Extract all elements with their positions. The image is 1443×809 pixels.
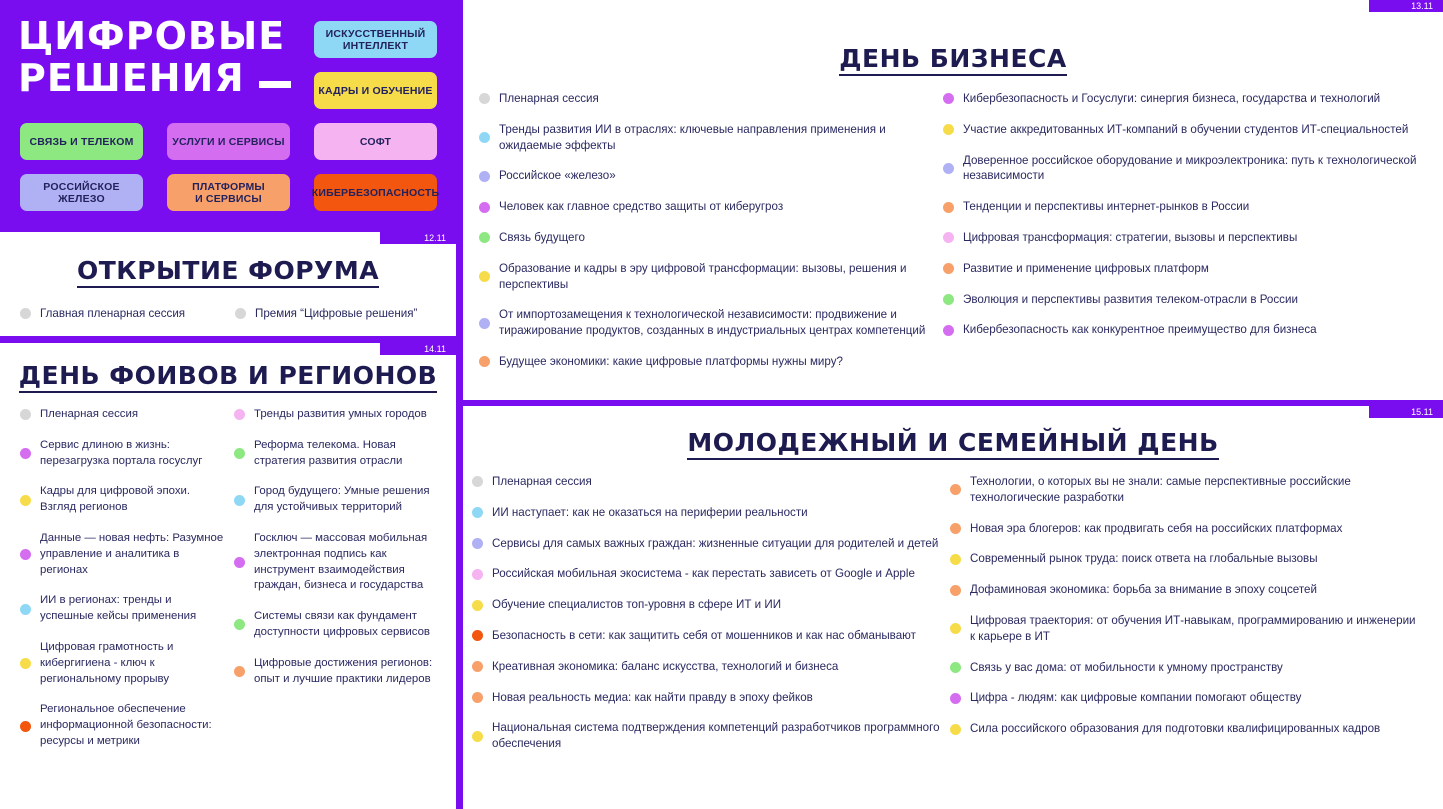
youth-date: 15.11: [1369, 406, 1443, 418]
list-item[interactable]: [950, 521, 1420, 537]
item-text: Тренды развития ИИ в отраслях: ключевые направления применения и ожидаемые эффекты: [499, 122, 886, 152]
item-text: Тренды развития умных городов: [254, 408, 427, 420]
youth-title-text: МОЛОДЕЖНЫЙ И СЕМЕЙНЫЙ ДЕНЬ: [687, 428, 1218, 460]
bullet-dot: [943, 294, 954, 305]
list-item[interactable]: [943, 322, 1423, 338]
bullet-dot: [20, 721, 31, 732]
panel-opening: [0, 232, 456, 336]
bullet-dot: [234, 409, 245, 420]
list-item[interactable]: [950, 582, 1420, 598]
list-item[interactable]: [472, 690, 942, 706]
item-text: Креативная экономика: баланс искусства, технологий и бизнеса: [492, 659, 839, 673]
list-item[interactable]: [234, 531, 436, 594]
list-item[interactable]: [472, 474, 942, 490]
chip-telecom[interactable]: СВЯЗЬ И ТЕЛЕКОМ: [20, 123, 143, 160]
bullet-dot: [234, 666, 245, 677]
list-item[interactable]: [20, 306, 220, 322]
list-item[interactable]: [479, 122, 937, 154]
business-col-right: [943, 91, 1423, 353]
item-text: Современный рынок труда: поиск ответа на глобальные вызовы: [970, 552, 1318, 566]
business-date: 13.11: [1369, 0, 1443, 12]
list-item[interactable]: [234, 484, 436, 516]
list-item[interactable]: [479, 91, 937, 107]
youth-title: [463, 428, 1443, 457]
item-text: Национальная система подтверждения компетенций разработчиков программного обеспечения: [492, 721, 940, 751]
chip-ai[interactable]: ИСКУССТВЕННЫЙ ИНТЕЛЛЕКТ: [314, 21, 437, 58]
chip-cybersecurity[interactable]: КИБЕРБЕЗОПАСНОСТЬ: [314, 174, 437, 211]
list-item[interactable]: [479, 230, 937, 246]
bullet-dot: [943, 325, 954, 336]
item-text: Системы связи как фундамент доступности цифровых сервисов: [254, 610, 430, 638]
item-text: Новая реальность медиа: как найти правду в эпоху фейков: [492, 690, 813, 704]
bullet-dot: [943, 93, 954, 104]
list-item[interactable]: [950, 474, 1420, 506]
chip-services[interactable]: УСЛУГИ И СЕРВИСЫ: [167, 123, 290, 160]
chip-software[interactable]: СОФТ: [314, 123, 437, 160]
item-text: Кибербезопасность как конкурентное преимущество для бизнеса: [963, 323, 1317, 337]
bullet-dot: [234, 448, 245, 459]
item-text: ИИ в регионах: тренды и успешные кейсы применения: [40, 594, 197, 623]
bullet-dot: [479, 318, 490, 329]
bullet-dot: [479, 271, 490, 282]
foiv-col-left: [20, 407, 225, 765]
bullet-dot: [472, 692, 483, 703]
opening-date: 12.11: [380, 232, 456, 244]
item-text: Безопасность в сети: как защитить себя от мошенников и как нас обманывают: [492, 628, 916, 642]
item-text: Дофаминовая экономика: борьба за внимание в эпоху соцсетей: [970, 583, 1317, 597]
item-text: Эволюция и перспективы развития телеком-отрасли в России: [963, 292, 1298, 306]
list-item[interactable]: [950, 613, 1420, 645]
list-item[interactable]: [943, 153, 1423, 185]
item-text: Доверенное российское оборудование и микроэлектроника: путь к технологической независимости: [963, 153, 1417, 183]
bullet-dot: [479, 171, 490, 182]
bullet-dot: [235, 308, 246, 319]
business-title-text: ДЕНЬ БИЗНЕСА: [839, 44, 1066, 76]
business-title: [463, 44, 1443, 73]
bullet-dot: [20, 549, 31, 560]
bullet-dot: [20, 448, 31, 459]
chip-hardware[interactable]: РОССИЙСКОЕ ЖЕЛЕЗО: [20, 174, 143, 211]
list-item[interactable]: [472, 720, 942, 752]
item-text: Региональное обеспечение информационной безопасности: ресурсы и метрики: [40, 703, 212, 747]
item-text: Сервисы для самых важных граждан: жизненные ситуации для родителей и детей: [492, 536, 939, 550]
list-item[interactable]: [943, 199, 1423, 215]
item-text: Сила российского образования для подготовки квалифицированных кадров: [970, 722, 1381, 736]
youth-col-right: [950, 474, 1420, 752]
bullet-dot: [472, 661, 483, 672]
list-item[interactable]: [950, 551, 1420, 567]
bullet-dot: [472, 538, 483, 549]
item-text: Цифровая трансформация: стратегии, вызовы и перспективы: [963, 230, 1298, 244]
list-item[interactable]: [20, 593, 225, 625]
bullet-dot: [950, 585, 961, 596]
item-text: Связь будущего: [499, 230, 585, 244]
bullet-dot: [20, 409, 31, 420]
foiv-title-text: ДЕНЬ ФОИВОВ И РЕГИОНОВ: [19, 361, 437, 393]
bullet-dot: [479, 93, 490, 104]
opening-title-text: ОТКРЫТИЕ ФОРУМА: [77, 256, 379, 288]
list-item[interactable]: [950, 721, 1420, 737]
brand-title-line2: РЕШЕНИЯ: [18, 56, 245, 100]
bullet-dot: [479, 356, 490, 367]
bullet-dot: [479, 202, 490, 213]
item-text: Госключ — массовая мобильная электронная подпись как инструмент взаимодействия граждан, бизнеса и государства: [254, 531, 428, 592]
list-item[interactable]: [472, 628, 942, 644]
bullet-dot: [950, 484, 961, 495]
bullet-dot: [950, 523, 961, 534]
chip-platforms[interactable]: ПЛАТФОРМЫ И СЕРВИСЫ: [167, 174, 290, 211]
item-text: Цифровая траектория: от обучения ИТ-навыкам, программированию и инженерии к карьере в ИТ: [970, 613, 1416, 643]
item-text: Реформа телекома. Новая стратегия развития отрасли: [254, 438, 403, 467]
bullet-dot: [950, 662, 961, 673]
item-text: Образование и кадры в эру цифровой трансформации: вызовы, решения и перспективы: [499, 261, 907, 291]
opening-col-left: [20, 306, 220, 322]
item-text: Участие аккредитованных ИТ-компаний в обучении студентов ИТ-специальностей: [963, 122, 1409, 136]
item-text: Премия “Цифровые решения”: [255, 307, 418, 320]
item-text: От импортозамещения к технологической независимости: продвижение и тиражирование продуктов, созданных в индустриальных центрах компетенций: [499, 308, 926, 338]
item-text: Цифра - людям: как цифровые компании помогают обществу: [970, 691, 1302, 705]
item-text: Человек как главное средство защиты от киберугроз: [499, 200, 784, 214]
item-text: Связь у вас дома: от мобильности к умному пространству: [970, 660, 1283, 674]
brand-title-line1: ЦИФРОВЫЕ: [18, 14, 286, 58]
list-item[interactable]: [472, 505, 942, 521]
list-item[interactable]: [472, 597, 942, 613]
item-text: Российское «железо»: [499, 169, 616, 183]
item-text: Данные — новая нефть: Разумное управление и аналитика в регионах: [40, 531, 224, 576]
list-item[interactable]: [20, 640, 225, 687]
list-item[interactable]: [20, 531, 225, 578]
item-text: Пленарная сессия: [40, 408, 139, 420]
item-text: Цифровые достижения регионов: опыт и лучшие практики лидеров: [254, 656, 433, 685]
item-text: Новая эра блогеров: как продвигать себя на российских платформах: [970, 521, 1343, 535]
list-item[interactable]: [20, 438, 225, 470]
list-item[interactable]: [943, 122, 1423, 138]
opening-col-right: [235, 306, 450, 322]
item-text: Тенденции и перспективы интернет-рынков в России: [963, 200, 1250, 214]
bullet-dot: [234, 619, 245, 630]
item-text: Сервис длиною в жизнь: перезагрузка портала госуслуг: [40, 438, 203, 467]
list-item[interactable]: [943, 261, 1423, 277]
bullet-dot: [479, 132, 490, 143]
youth-col-left: [472, 474, 942, 767]
list-item[interactable]: [479, 168, 937, 184]
list-item[interactable]: [20, 702, 225, 749]
list-item[interactable]: [235, 306, 450, 322]
bullet-dot: [943, 163, 954, 174]
bullet-dot: [943, 263, 954, 274]
list-item[interactable]: [234, 438, 436, 470]
panel-foiv: [0, 343, 456, 809]
panel-youth: [463, 406, 1443, 809]
bullet-dot: [234, 495, 245, 506]
bullet-dot: [479, 232, 490, 243]
item-text: Будущее экономики: какие цифровые платформы нужны миру?: [499, 354, 843, 368]
bullet-dot: [472, 476, 483, 487]
item-text: Технологии, о которых вы не знали: самые перспективные российские технологические разработки: [970, 475, 1351, 504]
list-item[interactable]: [472, 566, 942, 582]
item-text: Кадры для цифровой эпохи. Взгляд регионов: [40, 485, 191, 514]
list-item[interactable]: [234, 656, 436, 688]
list-item[interactable]: [943, 91, 1423, 107]
list-item[interactable]: [479, 354, 937, 370]
opening-title: [0, 256, 456, 285]
list-item[interactable]: [943, 292, 1423, 308]
bullet-dot: [20, 308, 31, 319]
list-item[interactable]: [950, 690, 1420, 706]
bullet-dot: [472, 569, 483, 580]
bullet-dot: [20, 495, 31, 506]
bullet-dot: [20, 604, 31, 615]
list-item[interactable]: [234, 609, 436, 641]
business-col-left: [479, 91, 937, 385]
bullet-dot: [472, 507, 483, 518]
bullet-dot: [472, 731, 483, 742]
list-item[interactable]: [479, 199, 937, 215]
list-item[interactable]: [472, 536, 942, 552]
bullet-dot: [472, 630, 483, 641]
bullet-dot: [950, 554, 961, 565]
list-item[interactable]: [20, 407, 225, 423]
bullet-dot: [950, 693, 961, 704]
list-item[interactable]: [479, 261, 937, 293]
brand-cursor-underline: [259, 81, 291, 88]
item-text: Главная пленарная сессия: [40, 307, 186, 320]
item-text: Кибербезопасность и Госуслуги: синергия бизнеса, государства и технологий: [963, 92, 1381, 105]
foiv-col-right: [234, 407, 436, 702]
item-text: Цифровая грамотность и кибергигиена - ключ к региональному прорыву: [40, 640, 174, 685]
item-text: Обучение специалистов топ-уровня в сфере ИТ и ИИ: [492, 598, 782, 612]
bullet-dot: [943, 124, 954, 135]
list-item[interactable]: [943, 230, 1423, 246]
bullet-dot: [943, 202, 954, 213]
list-item[interactable]: [479, 307, 937, 339]
list-item[interactable]: [234, 407, 436, 423]
item-text: Пленарная сессия: [492, 475, 592, 488]
bullet-dot: [950, 623, 961, 634]
bullet-dot: [943, 232, 954, 243]
item-text: ИИ наступает: как не оказаться на периферии реальности: [492, 505, 808, 519]
list-item[interactable]: [20, 484, 225, 516]
list-item[interactable]: [472, 659, 942, 675]
panel-business: [463, 0, 1443, 400]
bullet-dot: [472, 600, 483, 611]
bullet-dot: [950, 724, 961, 735]
item-text: Развитие и применение цифровых платформ: [963, 261, 1209, 275]
item-text: Российская мобильная экосистема - как перестать зависеть от Google и Apple: [492, 567, 915, 581]
brand-title: [18, 15, 285, 99]
bullet-dot: [20, 658, 31, 669]
foiv-date: 14.11: [380, 343, 456, 355]
item-text: Пленарная сессия: [499, 92, 599, 105]
chip-personnel-education[interactable]: КАДРЫ И ОБУЧЕНИЕ: [314, 72, 437, 109]
list-item[interactable]: [950, 660, 1420, 676]
foiv-title: [0, 361, 456, 390]
item-text: Город будущего: Умные решения для устойчивых территорий: [254, 485, 430, 514]
bullet-dot: [234, 557, 245, 568]
